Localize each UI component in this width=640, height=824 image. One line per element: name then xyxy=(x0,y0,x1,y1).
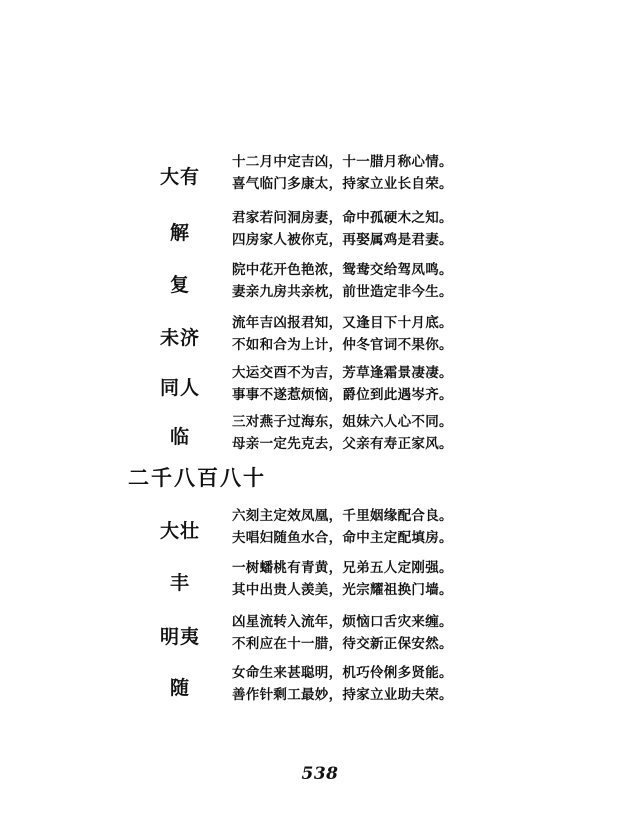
verse xyxy=(232,312,453,356)
hexagram-name: 解 xyxy=(169,222,190,244)
hexagram-name: 大有 xyxy=(159,166,200,188)
entry-jie xyxy=(0,207,640,253)
entry-da-you xyxy=(0,151,640,197)
verse xyxy=(232,411,453,455)
entry-feng xyxy=(0,557,640,603)
verse-line: 夫唱妇随鱼水合，命中主定配填房。 xyxy=(232,530,453,546)
entry-sui xyxy=(0,662,640,708)
hexagram-name: 随 xyxy=(169,677,190,699)
page-number: 538 xyxy=(301,764,339,784)
verse-line: 流年吉凶报君知，又逢目下十月底。 xyxy=(232,315,453,331)
hexagram-name: 同人 xyxy=(159,377,200,399)
verse xyxy=(232,207,453,251)
verse-line: 不如和合为上计，仲冬官词不果你。 xyxy=(232,337,453,353)
entry-da-zhuang xyxy=(0,505,640,551)
entry-lin xyxy=(0,411,640,457)
hexagram-name: 丰 xyxy=(169,572,190,594)
verse-line: 一树蟠桃有青黄，兄弟五人定刚强。 xyxy=(232,560,453,576)
verse-line: 君家若问洞房妻，命中孤硬木之知。 xyxy=(232,210,453,226)
verse-line: 四房家人被你克，再娶属鸡是君妻。 xyxy=(232,232,453,248)
verse xyxy=(232,259,453,303)
verse-line: 母亲一定先克去，父亲有寿正家风。 xyxy=(232,436,453,452)
verse-line: 六刻主定效凤凰，千里姻缘配合良。 xyxy=(232,508,453,524)
verse-line: 其中出贵人羡美，光宗耀祖换门墙。 xyxy=(232,582,453,598)
hexagram-name: 临 xyxy=(169,426,190,448)
verse-line: 善作针剩工最妙，持家立业助夫荣。 xyxy=(232,687,453,703)
hexagram-name: 明夷 xyxy=(159,626,200,648)
verse-line: 凶星流转入流年，烦恼口舌灾来缠。 xyxy=(232,614,453,630)
verse-line: 大运交酉不为吉，芳草逢霜景凄凄。 xyxy=(232,365,453,381)
verse xyxy=(232,611,453,655)
verse xyxy=(232,662,453,706)
verse xyxy=(232,362,453,406)
section-title: 二千八百八十 xyxy=(128,465,266,490)
entry-wei-ji xyxy=(0,312,640,358)
entry-tong-ren xyxy=(0,362,640,408)
hexagram-name: 复 xyxy=(169,274,190,296)
verse-line: 妻亲九房共亲枕，前世造定非今生。 xyxy=(232,284,453,300)
verse-line: 喜气临门多康太，持家立业长自荣。 xyxy=(232,176,453,192)
entry-fu xyxy=(0,259,640,305)
verse-line: 三对燕子过海东，姐妹六人心不同。 xyxy=(232,414,453,430)
verse-line: 女命生来甚聪明，机巧伶俐多贤能。 xyxy=(232,665,453,681)
verse-line: 十二月中定吉凶，十一腊月称心情。 xyxy=(232,154,453,170)
verse xyxy=(232,557,453,601)
hexagram-name: 大壮 xyxy=(159,520,200,542)
entry-ming-yi xyxy=(0,611,640,657)
verse-line: 事事不遂惹烦恼，爵位到此遇岑齐。 xyxy=(232,387,453,403)
hexagram-name: 未济 xyxy=(159,327,200,349)
verse-line: 院中花开色艳浓，鸳鸯交给驾凤鸣。 xyxy=(232,262,453,278)
verse xyxy=(232,505,453,549)
verse xyxy=(232,151,453,195)
verse-line: 不利应在十一腊，待交新正保安然。 xyxy=(232,636,453,652)
